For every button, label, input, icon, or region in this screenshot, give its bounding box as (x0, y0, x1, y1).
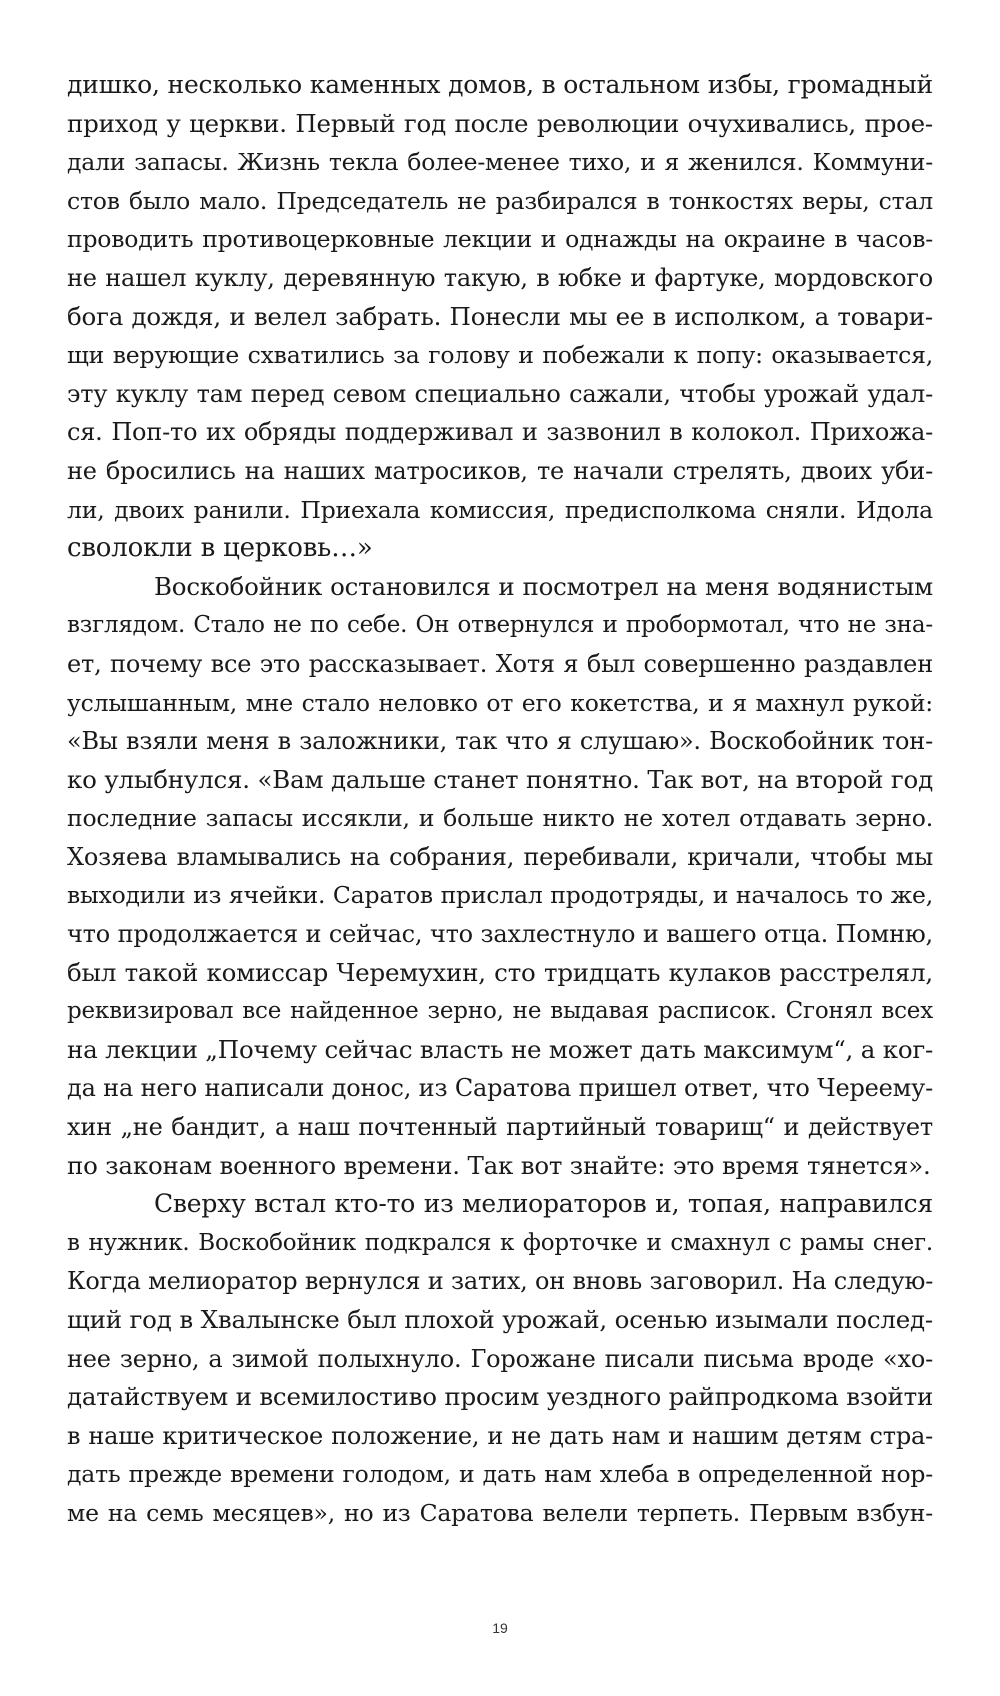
text-line: Когда мелиоратор вернулся и затих, он вновь заговорил. На следую- (67, 1267, 934, 1296)
text-line: последние запасы иссякли, и больше никто не хотел отдавать зерно. (67, 804, 933, 833)
text-line: не бросились на наших матросиков, те начали стрелять, двоих уби- (67, 456, 933, 485)
text-line: не нашел куклу, деревянную такую, в юбке и фартуке, мордовского (67, 263, 933, 292)
text-line: «Вы взяли меня в заложники, так что я слушаю». Воскобойник тон- (67, 727, 933, 756)
text-line: дали запасы. Жизнь текла более-менее тихо, и я женился. Коммуни- (67, 148, 933, 177)
text-line: в нужник. Воскобойник подкрался к форточке и смахнул с рамы снег. (67, 1229, 933, 1256)
text-line: что продолжается и сейчас, что захлестнуло и вашего отца. Помню, (67, 920, 933, 949)
text-line: услышанным, мне стало неловко от его кокетства, и я махнул рукой: (67, 688, 933, 717)
text-line: был такой комиссар Черемухин, сто тридцать кулаков расстрелял, (67, 957, 933, 987)
text-line: бога дождя, и велел забрать. Понесли мы ее в исполком, а товари- (67, 301, 933, 331)
page-number: 19 (492, 1620, 508, 1636)
text-line: по законам военного времени. Так вот знайте: это время тянется». (67, 1150, 931, 1180)
text-line: ет, почему все это рассказывает. Хотя я был совершенно раздавлен (67, 649, 933, 678)
text-line: датайствуем и всемилостиво просим уездного райпродкома взойти (67, 1382, 934, 1412)
text-line: проводить противоцерковные лекции и однажды на окраине в часов- (67, 225, 933, 254)
text-line: да на него написали донос, из Саратова пришел ответ, что Череему- (67, 1074, 933, 1103)
body-text (67, 66, 933, 1533)
text-line: дишко, несколько каменных домов, в остальном избы, громадный (67, 70, 933, 99)
text-line: взглядом. Стало не по себе. Он отвернулся и пробормотал, что не зна- (67, 612, 933, 639)
text-line: на лекции „Почему сейчас власть не может дать максимум“, а ког- (67, 1034, 934, 1064)
text-line: Хозяева вламывались на собрания, перебивали, кричали, чтобы мы (67, 842, 933, 871)
text-line: ся. Поп-то их обряды поддерживал и зазвонил в колокол. Прихожа- (67, 418, 933, 447)
text-line: нее зерно, а зимой полыхнуло. Горожане писали письма вроде «хо- (67, 1344, 933, 1373)
text-line: стов было мало. Председатель не разбирался в тонкостях веры, стал (67, 186, 933, 215)
text-line: выходили из ячейки. Саратов прислал продотряды, и началось то же, (67, 881, 933, 910)
text-line: ли, двоих ранили. Приехала комиссия, предисполкома сняли. Идола (67, 495, 933, 524)
text-line: в наше критическое положение, и не дать нам и нашим детям стра- (67, 1421, 933, 1450)
text-line: ме на семь месяцев», но из Саратова велели терпеть. Первым взбун- (67, 1498, 933, 1527)
text-line: сволокли в церковь…» (67, 533, 373, 564)
text-line: Воскобойник остановился и посмотрел на меня водянистым (154, 571, 933, 601)
text-line: Сверху встал кто-то из мелиораторов и, топая, направился (154, 1189, 933, 1219)
text-line: щий год в Хвалынске был плохой урожай, осенью изымали послед- (67, 1305, 933, 1334)
text-line: эту куклу там перед севом специально сажали, чтобы урожай удал- (67, 379, 933, 408)
text-line: приход у церкви. Первый год после революции очухивались, прое- (67, 108, 933, 138)
text-line: щи верующие схватились за голову и побежали к попу: оказывается, (67, 341, 933, 370)
text-line: дать прежде времени голодом, и дать нам хлеба в определенной нор- (67, 1460, 933, 1489)
text-line: хин „не бандит, а наш почтенный партийный товарищ“ и действует (67, 1113, 933, 1142)
text-line: ко улыбнулся. «Вам дальше станет понятно. Так вот, на второй год (67, 764, 933, 794)
text-line: реквизировал все найденное зерно, не выдавая расписок. Сгонял всех (67, 998, 933, 1025)
